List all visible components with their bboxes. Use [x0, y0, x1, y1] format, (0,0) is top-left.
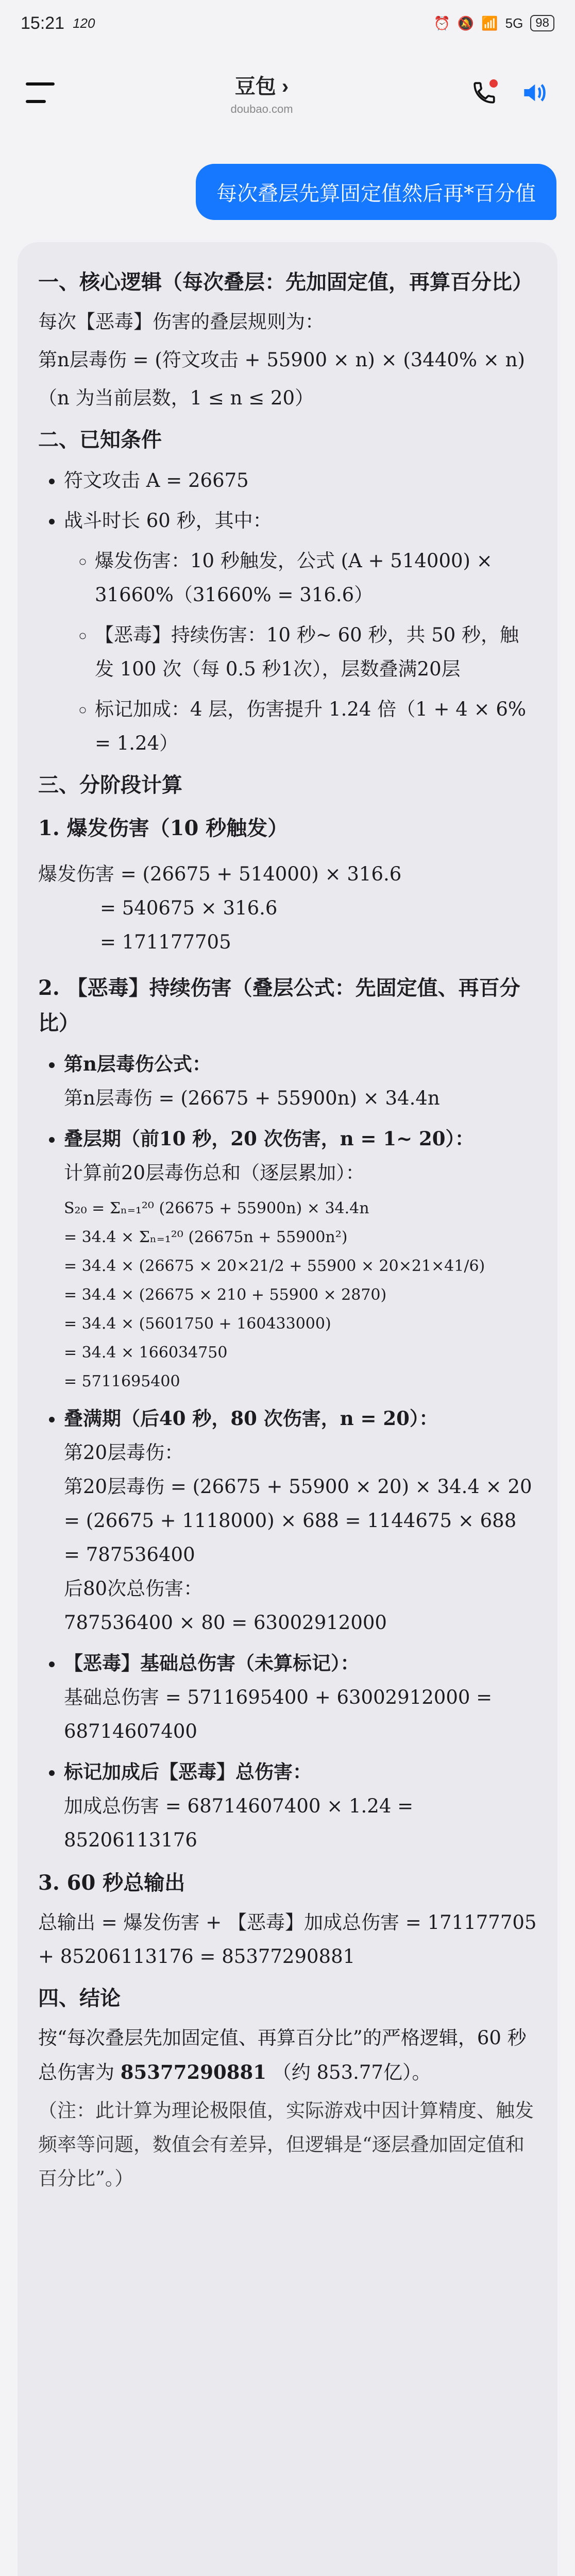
known-conditions-list	[38, 464, 537, 760]
signal-icon: 📶	[481, 15, 498, 31]
bullet-text: 第20层毒伤 = (26675 + 55900 × 20) × 34.4 × 20 = (26675 + 1118000) × 688 = 1144675 × 688 = 787536400	[64, 1476, 532, 1566]
assistant-message	[18, 242, 557, 2576]
status-time: 15:21	[21, 13, 65, 33]
list-item	[64, 1755, 537, 1857]
list-item	[64, 1047, 537, 1115]
speaker-icon	[519, 78, 548, 107]
conclusion-value: 85377290881	[120, 2061, 266, 2083]
bullet-title: 第n层毒伤公式：	[64, 1053, 211, 1075]
top-bar	[0, 46, 575, 139]
sum-line: = 34.4 × (26675 × 20×21/2 + 55900 × 20×21×41/6)	[64, 1257, 485, 1275]
conclusion-text-b: （约 853.77亿）。	[272, 2061, 431, 2083]
list-item: • 符文攻击 A = 26675	[64, 464, 537, 498]
network-label: 5G	[505, 15, 523, 31]
sum-line: S₂₀ = Σₙ₌₁²⁰ (26675 + 55900n) × 34.4n	[64, 1199, 369, 1217]
app-subtitle: doubao.com	[230, 102, 293, 115]
sum-line: = 34.4 × (5601750 + 160433000)	[64, 1315, 331, 1333]
sum-line: = 5711695400	[64, 1372, 180, 1391]
notification-dot	[489, 79, 498, 88]
list-item	[64, 504, 537, 760]
section-title-1: 一、核心逻辑（每次叠层：先加固定值，再算百分比）	[38, 270, 533, 294]
s2-item2: 战斗时长 60 秒，其中：	[64, 510, 272, 532]
section-title-2: 二、已知条件	[38, 428, 162, 452]
bullet-title: 【恶毒】基础总伤害（未算标记）：	[64, 1652, 360, 1674]
sum-line: = 34.4 × 166034750	[64, 1344, 228, 1362]
list-item	[64, 1401, 537, 1640]
speaker-button[interactable]	[518, 77, 549, 108]
bullet-text: 第20层毒伤：	[64, 1442, 184, 1464]
phone-call-button[interactable]	[469, 77, 500, 108]
list-item	[64, 1646, 537, 1749]
chevron-right-icon: ›	[281, 75, 289, 98]
sum-line: = 34.4 × Σₙ₌₁²⁰ (26675n + 55900n²)	[64, 1228, 348, 1246]
bullet-text: 基础总伤害 = 5711695400 + 63002912000 = 68714607400	[64, 1686, 493, 1742]
list-item: ◦ 爆发伤害：10 秒触发，公式 (A + 514000) × 31660%（31660% = 316.6）	[95, 544, 537, 612]
status-extra: 120	[73, 15, 95, 31]
subsection-poison: 2. 【恶毒】持续伤害（叠层公式：先固定值、再百分比）	[38, 976, 520, 1035]
total-equation: 总输出 = 爆发伤害 + 【恶毒】加成总伤害 = 171177705 + 85206113176 = 85377290881	[38, 1911, 537, 1968]
conclusion-note: （注：此计算为理论极限值，实际游戏中因计算精度、触发频率等问题，数值会有差异，但逻辑是“逐层叠加固定值和百分比”。）	[38, 2099, 534, 2190]
bullet-text: 787536400 × 80 = 63002912000	[64, 1612, 387, 1634]
app-title: 豆包	[234, 75, 276, 98]
alarm-icon: ⏰	[433, 15, 450, 31]
list-item: ◦ 【恶毒】持续伤害：10 秒~ 60 秒，共 50 秒，触发 100 次（每 0.5 秒1次），层数叠满20层	[95, 618, 537, 686]
battery-icon: 98	[530, 15, 554, 31]
eq-line: = 540675 × 316.6	[100, 897, 278, 919]
section-title-4: 四、结论	[38, 1986, 121, 2010]
list-item: ◦ 标记加成：4 层，伤害提升 1.24 倍（1 + 4 × 6% = 1.24）	[95, 692, 537, 760]
user-message-bubble[interactable]: 每次叠层先算固定值然后再*百分值	[196, 164, 556, 220]
bullet-title: 叠满期（后40 秒，80 次伤害，n = 20）：	[64, 1407, 438, 1430]
bullet-text: 后80次总伤害：	[64, 1578, 203, 1600]
list-item	[64, 1122, 537, 1395]
burst-equation	[38, 857, 537, 959]
s1-formula: 第n层毒伤 = (符文攻击 + 55900 × n) × (3440% × n)	[38, 349, 525, 371]
eq-line: = 171177705	[100, 931, 231, 953]
subsection-burst: 1. 爆发伤害（10 秒触发）	[38, 816, 289, 840]
eq-line: 爆发伤害 = (26675 + 514000) × 316.6	[38, 863, 402, 885]
sum-line: = 34.4 × (26675 × 210 + 55900 × 2870)	[64, 1286, 387, 1304]
summation-derivation	[64, 1195, 537, 1395]
bullet-text: 加成总伤害 = 68714607400 × 1.24 = 85206113176	[64, 1795, 414, 1851]
s1-note: （n 为当前层数，1 ≤ n ≤ 20）	[38, 387, 314, 409]
bullet-title: 叠层期（前10 秒，20 次伤害，n = 1~ 20）：	[64, 1127, 475, 1150]
status-bar	[0, 0, 575, 46]
conclusion-text	[38, 2021, 537, 2090]
bullet-title: 标记加成后【恶毒】总伤害：	[64, 1760, 312, 1783]
mute-icon: 🔕	[457, 15, 475, 31]
subsection-total: 3. 60 秒总输出	[38, 1871, 185, 1895]
conclusion-text-a: 按“每次叠层先加固定值、再算百分比”的严格逻辑，60 秒总伤害为	[38, 2027, 527, 2083]
poison-list	[38, 1047, 537, 1857]
bullet-text: 计算前20层毒伤总和（逐层累加）：	[64, 1162, 365, 1184]
bullet-text: 第n层毒伤 = (26675 + 55900n) × 34.4n	[64, 1087, 440, 1109]
section-title-3: 三、分阶段计算	[38, 773, 182, 797]
chat-title-block[interactable]	[230, 70, 293, 116]
menu-icon[interactable]	[26, 82, 55, 103]
s1-intro: 每次【恶毒】伤害的叠层规则为：	[38, 311, 324, 333]
